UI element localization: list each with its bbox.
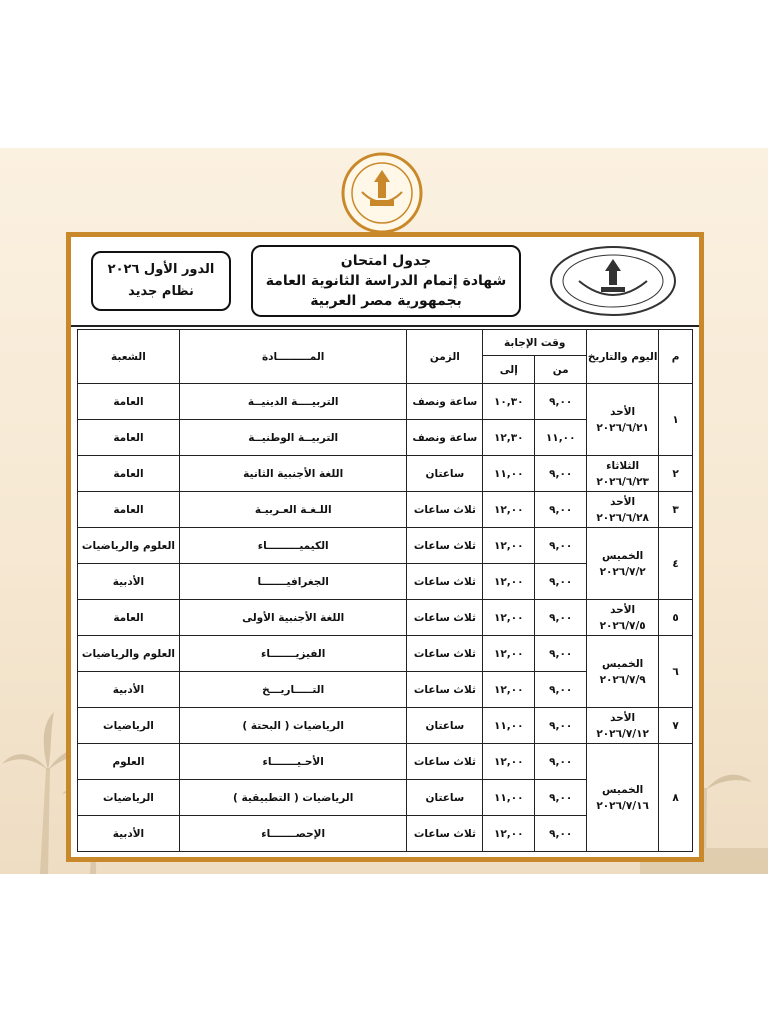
- duration: ثلاث ساعات: [407, 816, 483, 852]
- day-name: الأحد: [610, 405, 636, 418]
- day-name: الأحد: [610, 603, 636, 616]
- time-to: ١٢,٠٠: [483, 744, 535, 780]
- session-label: الدور الأول ٢٠٢٦: [107, 262, 215, 277]
- time-from: ٩,٠٠: [535, 456, 587, 492]
- row-number: ٣: [659, 492, 693, 528]
- branch: العلوم والرياضيات: [78, 528, 180, 564]
- time-from: ٩,٠٠: [535, 492, 587, 528]
- time-to: ١٢,٠٠: [483, 528, 535, 564]
- duration: ساعتان: [407, 780, 483, 816]
- time-to: ١٢,٠٠: [483, 600, 535, 636]
- schedule-frame: [66, 232, 704, 862]
- subject: الإحصـــــــاء: [179, 816, 407, 852]
- branch: العامة: [78, 420, 180, 456]
- branch: العامة: [78, 456, 180, 492]
- subject: التربيــــة الدينيــة: [179, 384, 407, 420]
- row-number: ٤: [659, 528, 693, 600]
- col-day: اليوم والتاريخ: [587, 330, 659, 384]
- table-row: [78, 384, 693, 420]
- branch: العلوم والرياضيات: [78, 636, 180, 672]
- branch: العامة: [78, 492, 180, 528]
- country-title: بجمهورية مصر العربية: [310, 293, 462, 309]
- title-box: [251, 245, 521, 317]
- time-to: ١٢,٠٠: [483, 672, 535, 708]
- duration: ساعتان: [407, 708, 483, 744]
- branch: العامة: [78, 384, 180, 420]
- subject: الرياضيات ( التطبيقية ): [179, 780, 407, 816]
- time-to: ١٢,٠٠: [483, 636, 535, 672]
- duration: ثلاث ساعات: [407, 564, 483, 600]
- subject: اللغة الأجنبية الثانية: [179, 456, 407, 492]
- table-row: [78, 744, 693, 780]
- subject: الكيميـــــــــاء: [179, 528, 407, 564]
- day-date-cell: [587, 384, 659, 456]
- subject: الرياضيات ( البحتة ): [179, 708, 407, 744]
- exam-date: ٢٠٢٦/٧/١٢: [596, 727, 649, 740]
- duration: ثلاث ساعات: [407, 672, 483, 708]
- day-date-cell: [587, 636, 659, 708]
- day-name: الخميس: [601, 783, 644, 796]
- day-date-cell: [587, 528, 659, 600]
- duration: ساعة ونصف: [407, 384, 483, 420]
- row-number: ٢: [659, 456, 693, 492]
- ministry-logo-icon: [340, 152, 424, 234]
- time-from: ٩,٠٠: [535, 708, 587, 744]
- subject: اللغة الأجنبية الأولى: [179, 600, 407, 636]
- col-branch: الشعبة: [78, 330, 180, 384]
- time-to: ١٢,٣٠: [483, 420, 535, 456]
- duration: ثلاث ساعات: [407, 636, 483, 672]
- duration: ثلاث ساعات: [407, 600, 483, 636]
- exam-date: ٢٠٢٦/٧/١٦: [596, 799, 649, 812]
- duration: ساعتان: [407, 456, 483, 492]
- day-date-cell: [587, 600, 659, 636]
- branch: الأدبية: [78, 564, 180, 600]
- duration: ساعة ونصف: [407, 420, 483, 456]
- time-from: ٩,٠٠: [535, 384, 587, 420]
- branch: الأدبية: [78, 816, 180, 852]
- day-date-cell: [587, 492, 659, 528]
- exam-date: ٢٠٢٦/٧/٢: [599, 565, 646, 578]
- subject: الجغرافيـــــــا: [179, 564, 407, 600]
- time-to: ١٢,٠٠: [483, 816, 535, 852]
- session-box: [91, 251, 231, 311]
- schedule-header: [71, 237, 699, 327]
- time-to: ١٢,٠٠: [483, 492, 535, 528]
- time-from: ٩,٠٠: [535, 564, 587, 600]
- time-to: ١١,٠٠: [483, 780, 535, 816]
- time-from: ٩,٠٠: [535, 672, 587, 708]
- col-subject: المـــــــــادة: [179, 330, 407, 384]
- time-to: ١١,٠٠: [483, 456, 535, 492]
- time-from: ٩,٠٠: [535, 636, 587, 672]
- time-from: ٩,٠٠: [535, 600, 587, 636]
- time-to: ١٠,٣٠: [483, 384, 535, 420]
- day-name: الثلاثاء: [606, 459, 640, 472]
- ministry-seal-icon: [549, 245, 677, 317]
- subject: الأحـيـــــــاء: [179, 744, 407, 780]
- time-from: ٩,٠٠: [535, 528, 587, 564]
- subject: التـــــاريـــخ: [179, 672, 407, 708]
- system-label: نظام جديد: [128, 284, 194, 299]
- table-row: [78, 456, 693, 492]
- row-number: ٦: [659, 636, 693, 708]
- row-number: ٥: [659, 600, 693, 636]
- table-row: [78, 492, 693, 528]
- page-title: جدول امتحان: [340, 253, 432, 269]
- col-to: إلى: [483, 356, 535, 384]
- row-number: ١: [659, 384, 693, 456]
- subject: اللـغـة العـربيـة: [179, 492, 407, 528]
- duration: ثلاث ساعات: [407, 744, 483, 780]
- row-number: ٧: [659, 708, 693, 744]
- col-answer-time: وقت الإجابة: [483, 330, 587, 356]
- duration: ثلاث ساعات: [407, 492, 483, 528]
- exam-date: ٢٠٢٦/٦/٢٣: [596, 475, 649, 488]
- col-duration: الزمن: [407, 330, 483, 384]
- table-row: [78, 708, 693, 744]
- branch: الرياضيات: [78, 780, 180, 816]
- branch: الأدبية: [78, 672, 180, 708]
- duration: ثلاث ساعات: [407, 528, 483, 564]
- exam-date: ٢٠٢٦/٦/٢١: [596, 421, 649, 434]
- branch: العلوم: [78, 744, 180, 780]
- time-from: ١١,٠٠: [535, 420, 587, 456]
- day-name: الأحد: [610, 495, 636, 508]
- day-date-cell: [587, 708, 659, 744]
- exam-date: ٢٠٢٦/٧/٥: [599, 619, 646, 632]
- subject: التربيــة الوطنيــة: [179, 420, 407, 456]
- table-row: [78, 600, 693, 636]
- col-from: من: [535, 356, 587, 384]
- time-from: ٩,٠٠: [535, 816, 587, 852]
- exam-schedule-table: [77, 329, 693, 852]
- time-from: ٩,٠٠: [535, 780, 587, 816]
- subject: الفيزيـــــــاء: [179, 636, 407, 672]
- branch: الرياضيات: [78, 708, 180, 744]
- exam-date: ٢٠٢٦/٦/٢٨: [596, 511, 649, 524]
- row-number: ٨: [659, 744, 693, 852]
- schedule-body: [78, 384, 693, 852]
- day-name: الأحد: [610, 711, 636, 724]
- day-date-cell: [587, 456, 659, 492]
- table-row: [78, 636, 693, 672]
- branch: العامة: [78, 600, 180, 636]
- col-num: م: [659, 330, 693, 384]
- certificate-title: شهادة إتمام الدراسة الثانوية العامة: [265, 273, 507, 289]
- time-from: ٩,٠٠: [535, 744, 587, 780]
- time-to: ١١,٠٠: [483, 708, 535, 744]
- day-name: الخميس: [601, 549, 644, 562]
- exam-date: ٢٠٢٦/٧/٩: [599, 673, 646, 686]
- time-to: ١٢,٠٠: [483, 564, 535, 600]
- table-row: [78, 528, 693, 564]
- day-name: الخميس: [601, 657, 644, 670]
- day-date-cell: [587, 744, 659, 852]
